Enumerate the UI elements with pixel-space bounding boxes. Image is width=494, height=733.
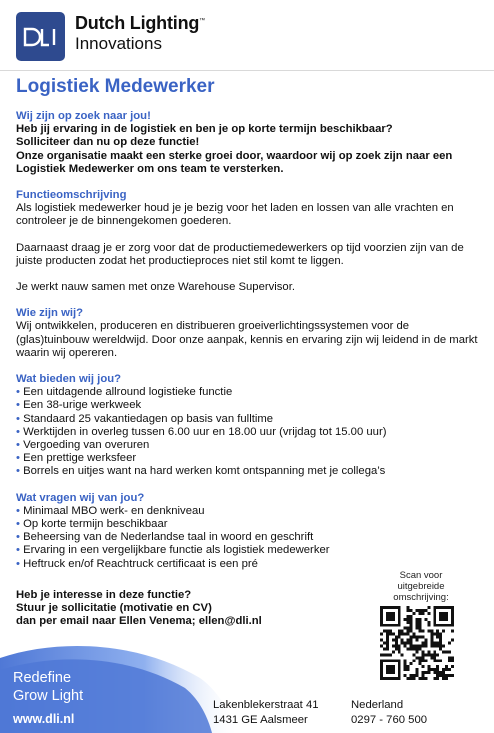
offer-list	[16, 386, 484, 478]
intro-heading: Wij zijn op zoek naar jou!	[16, 110, 151, 122]
apply-line: Heb je interesse in deze functie?	[16, 588, 192, 601]
website-link[interactable]: www.dli.nl	[13, 712, 75, 726]
brand-name: Dutch Lighting™	[75, 13, 205, 33]
function-paragraph: Daarnaast draag je er zorg voor dat de productiemedewerkers op tijd voorzien zijn van de juiste producten zodat het productieproces niet stil komt te liggen.	[16, 241, 464, 267]
intro-section	[16, 110, 484, 176]
function-paragraph: Als logistiek medewerker houd je je bezig voor het laden en lossen van alle vrachten en controleer je de binnengekomen goederen.	[16, 202, 454, 228]
list-item: • Een uitdagende allround logistieke functie	[16, 386, 484, 399]
phone-number[interactable]: 0297 - 760 500	[351, 714, 428, 726]
list-item: • Werktijden in overleg tussen 6.00 uur en 18.00 uur (vrijdag tot 15.00 uur)	[16, 426, 484, 439]
requirements-heading: Wat vragen wij van jou?	[16, 491, 145, 504]
contact-block	[351, 698, 427, 728]
header	[0, 0, 494, 74]
function-section	[16, 189, 484, 294]
intro-line: Heb jij ervaring in de logistiek en ben je op korte termijn beschikbaar?	[16, 123, 393, 136]
dli-logo	[16, 12, 65, 61]
address-street: Lakenblekerstraat 41	[213, 699, 319, 711]
address-country: Nederland	[351, 699, 404, 711]
list-item: • Op korte termijn beschikbaar	[16, 518, 484, 531]
header-divider	[0, 70, 494, 71]
brand-subtitle: Innovations	[75, 34, 162, 53]
slogan-line: Grow Light	[13, 688, 84, 704]
requirements-list	[16, 505, 484, 571]
list-item: • Standaard 25 vakantiedagen op basis van fulltime	[16, 413, 484, 426]
dli-logo-icon	[16, 12, 65, 61]
apply-line: dan per email naar Ellen Venema; ellen@dli.nl	[16, 615, 262, 628]
apply-line: Stuur je sollicitatie (motivatie en CV)	[16, 602, 212, 615]
list-item: • Minimaal MBO werk- en denkniveau	[16, 505, 484, 518]
function-heading: Functieomschrijving	[16, 189, 127, 202]
about-paragraph: Wij ontwikkelen, produceren en distribueren groeiverlichtingssystemen voor de (glas)tuinbouw wereldwijd. Door onze aanpak, kennis en ervaring zijn wij leidend in de markt waarin wij opereren.	[16, 320, 478, 359]
address-city: 1431 GE Aalsmeer	[213, 714, 308, 726]
offer-heading: Wat bieden wij jou?	[16, 373, 122, 386]
scan-line: omschrijving:	[393, 592, 449, 603]
function-paragraph: Je werkt nauw samen met onze Warehouse Supervisor.	[16, 281, 295, 294]
list-item: • Beheersing van de Nederlandse taal in woord en geschrift	[16, 531, 484, 544]
list-item: • Ervaring in een vergelijkbare functie als logistiek medewerker	[16, 544, 484, 557]
intro-line: Solliciteer dan nu op deze functie!	[16, 136, 200, 149]
about-section	[16, 307, 484, 360]
scan-label	[377, 570, 465, 603]
list-item: • Vergoeding van overuren	[16, 439, 484, 452]
offer-section	[16, 373, 484, 479]
list-item: • Heftruck en/of Reachtruck certificaat is een pré	[16, 558, 484, 571]
list-item: • Een 38-urige werkweek	[16, 399, 484, 412]
vacancy-body	[16, 110, 484, 629]
address-block	[213, 698, 319, 728]
intro-line: Onze organisatie maakt een sterke groei door, waardoor wij op zoek zijn naar een Logistiek Medewerker om ons team te versterken.	[16, 149, 453, 175]
list-item: • Borrels en uitjes want na hard werken komt ontspanning met je collega’s	[16, 465, 484, 478]
list-item: • Een prettige werksfeer	[16, 452, 484, 465]
scan-line: uitgebreide	[397, 581, 445, 592]
slogan-line: Redefine	[13, 670, 72, 686]
page-title: Logistiek Medewerker	[16, 76, 215, 97]
slogan	[13, 669, 83, 705]
requirements-section	[16, 492, 484, 571]
about-heading: Wie zijn wij?	[16, 307, 84, 320]
scan-line: Scan voor	[399, 570, 443, 581]
